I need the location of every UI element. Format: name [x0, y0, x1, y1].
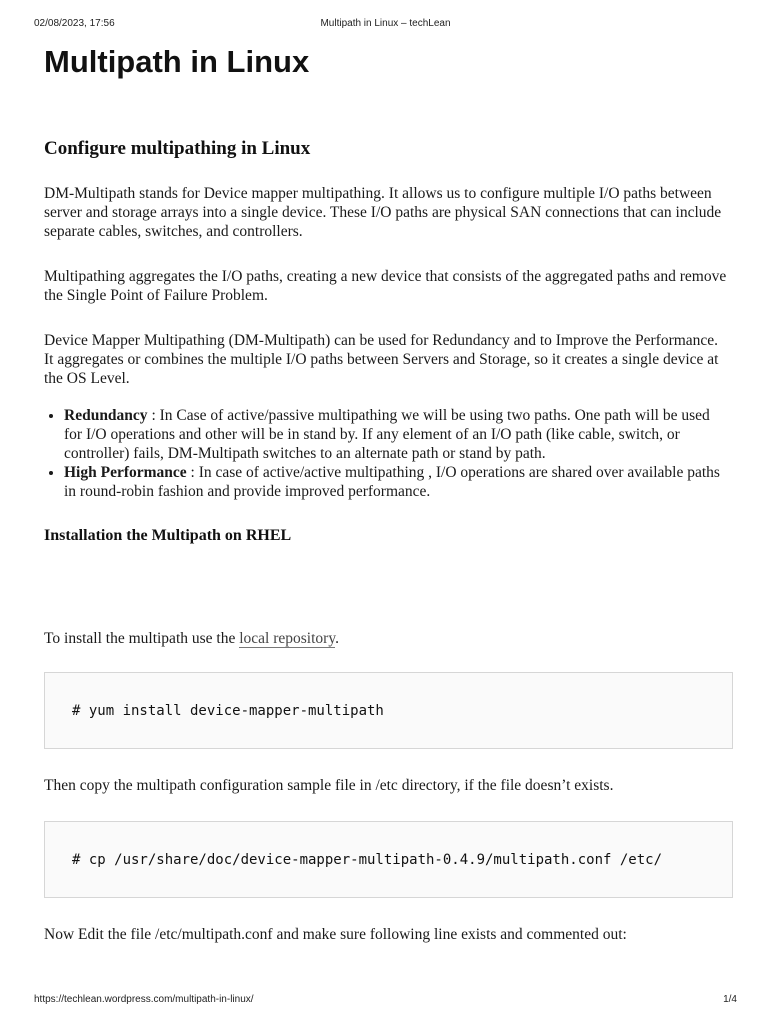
list-item-redundancy [64, 406, 730, 463]
paragraph-aggregation: Multipathing aggregates the I/O paths, creating a new device that consists of the aggregated paths and remove the Single Point of Failure Problem. [44, 268, 727, 304]
print-page-title: Multipath in Linux – techLean [320, 18, 451, 29]
paragraph-copy: Then copy the multipath configuration sample file in /etc directory, if the file doesn’t exists. [44, 777, 614, 794]
list-item-high-performance [64, 463, 730, 501]
bullet-text: : In Case of active/passive multipathing we will be using two paths. One path will be used for I/O operations and other will be in stand by. If any element of an I/O path (like cable, switch, or controller) fails, DM-Multipath switches to an alternate path or stand by path. [64, 407, 710, 462]
section-heading: Configure multipathing in Linux [44, 138, 311, 159]
install-text-end: . [335, 630, 339, 647]
paragraph-intro: DM-Multipath stands for Device mapper multipathing. It allows us to configure multiple I/O paths between server and storage arrays into a single device. These I/O paths are physical SAN connections that can include separate cables, switches, and controllers. [44, 185, 722, 240]
bullet-text: : In case of active/active multipathing , I/O operations are shared over available paths in round-robin fashion and provide improved performance. [64, 464, 720, 500]
paragraph-install [44, 629, 730, 648]
feature-list [44, 406, 730, 501]
print-url: https://techlean.wordpress.com/multipath-in-linux/ [34, 994, 254, 1005]
bullet-term: High Performance [64, 464, 187, 481]
page-title: Multipath in Linux [44, 44, 310, 79]
install-text: To install the multipath use the [44, 630, 240, 647]
code-block-copy[interactable]: # cp /usr/share/doc/device-mapper-multipath-0.4.9/multipath.conf /etc/ [44, 821, 733, 898]
paragraph-dm-multipath: Device Mapper Multipathing (DM-Multipath) can be used for Redundancy and to Improve the Performance. It aggregates or combines the multiple I/O paths between Servers and Storage, so it creates a single device at the OS Level. [44, 332, 719, 387]
bullet-term: Redundancy [64, 407, 148, 424]
print-page-number: 1/4 [723, 994, 737, 1005]
install-heading: Installation the Multipath on RHEL [44, 527, 292, 544]
code-block-install[interactable]: # yum install device-mapper-multipath [44, 672, 733, 749]
local-repository-link[interactable]: local repository [239, 630, 336, 647]
print-datetime: 02/08/2023, 17:56 [34, 18, 115, 29]
paragraph-edit: Now Edit the file /etc/multipath.conf and make sure following line exists and commented out: [44, 926, 627, 943]
article-content [44, 138, 730, 970]
